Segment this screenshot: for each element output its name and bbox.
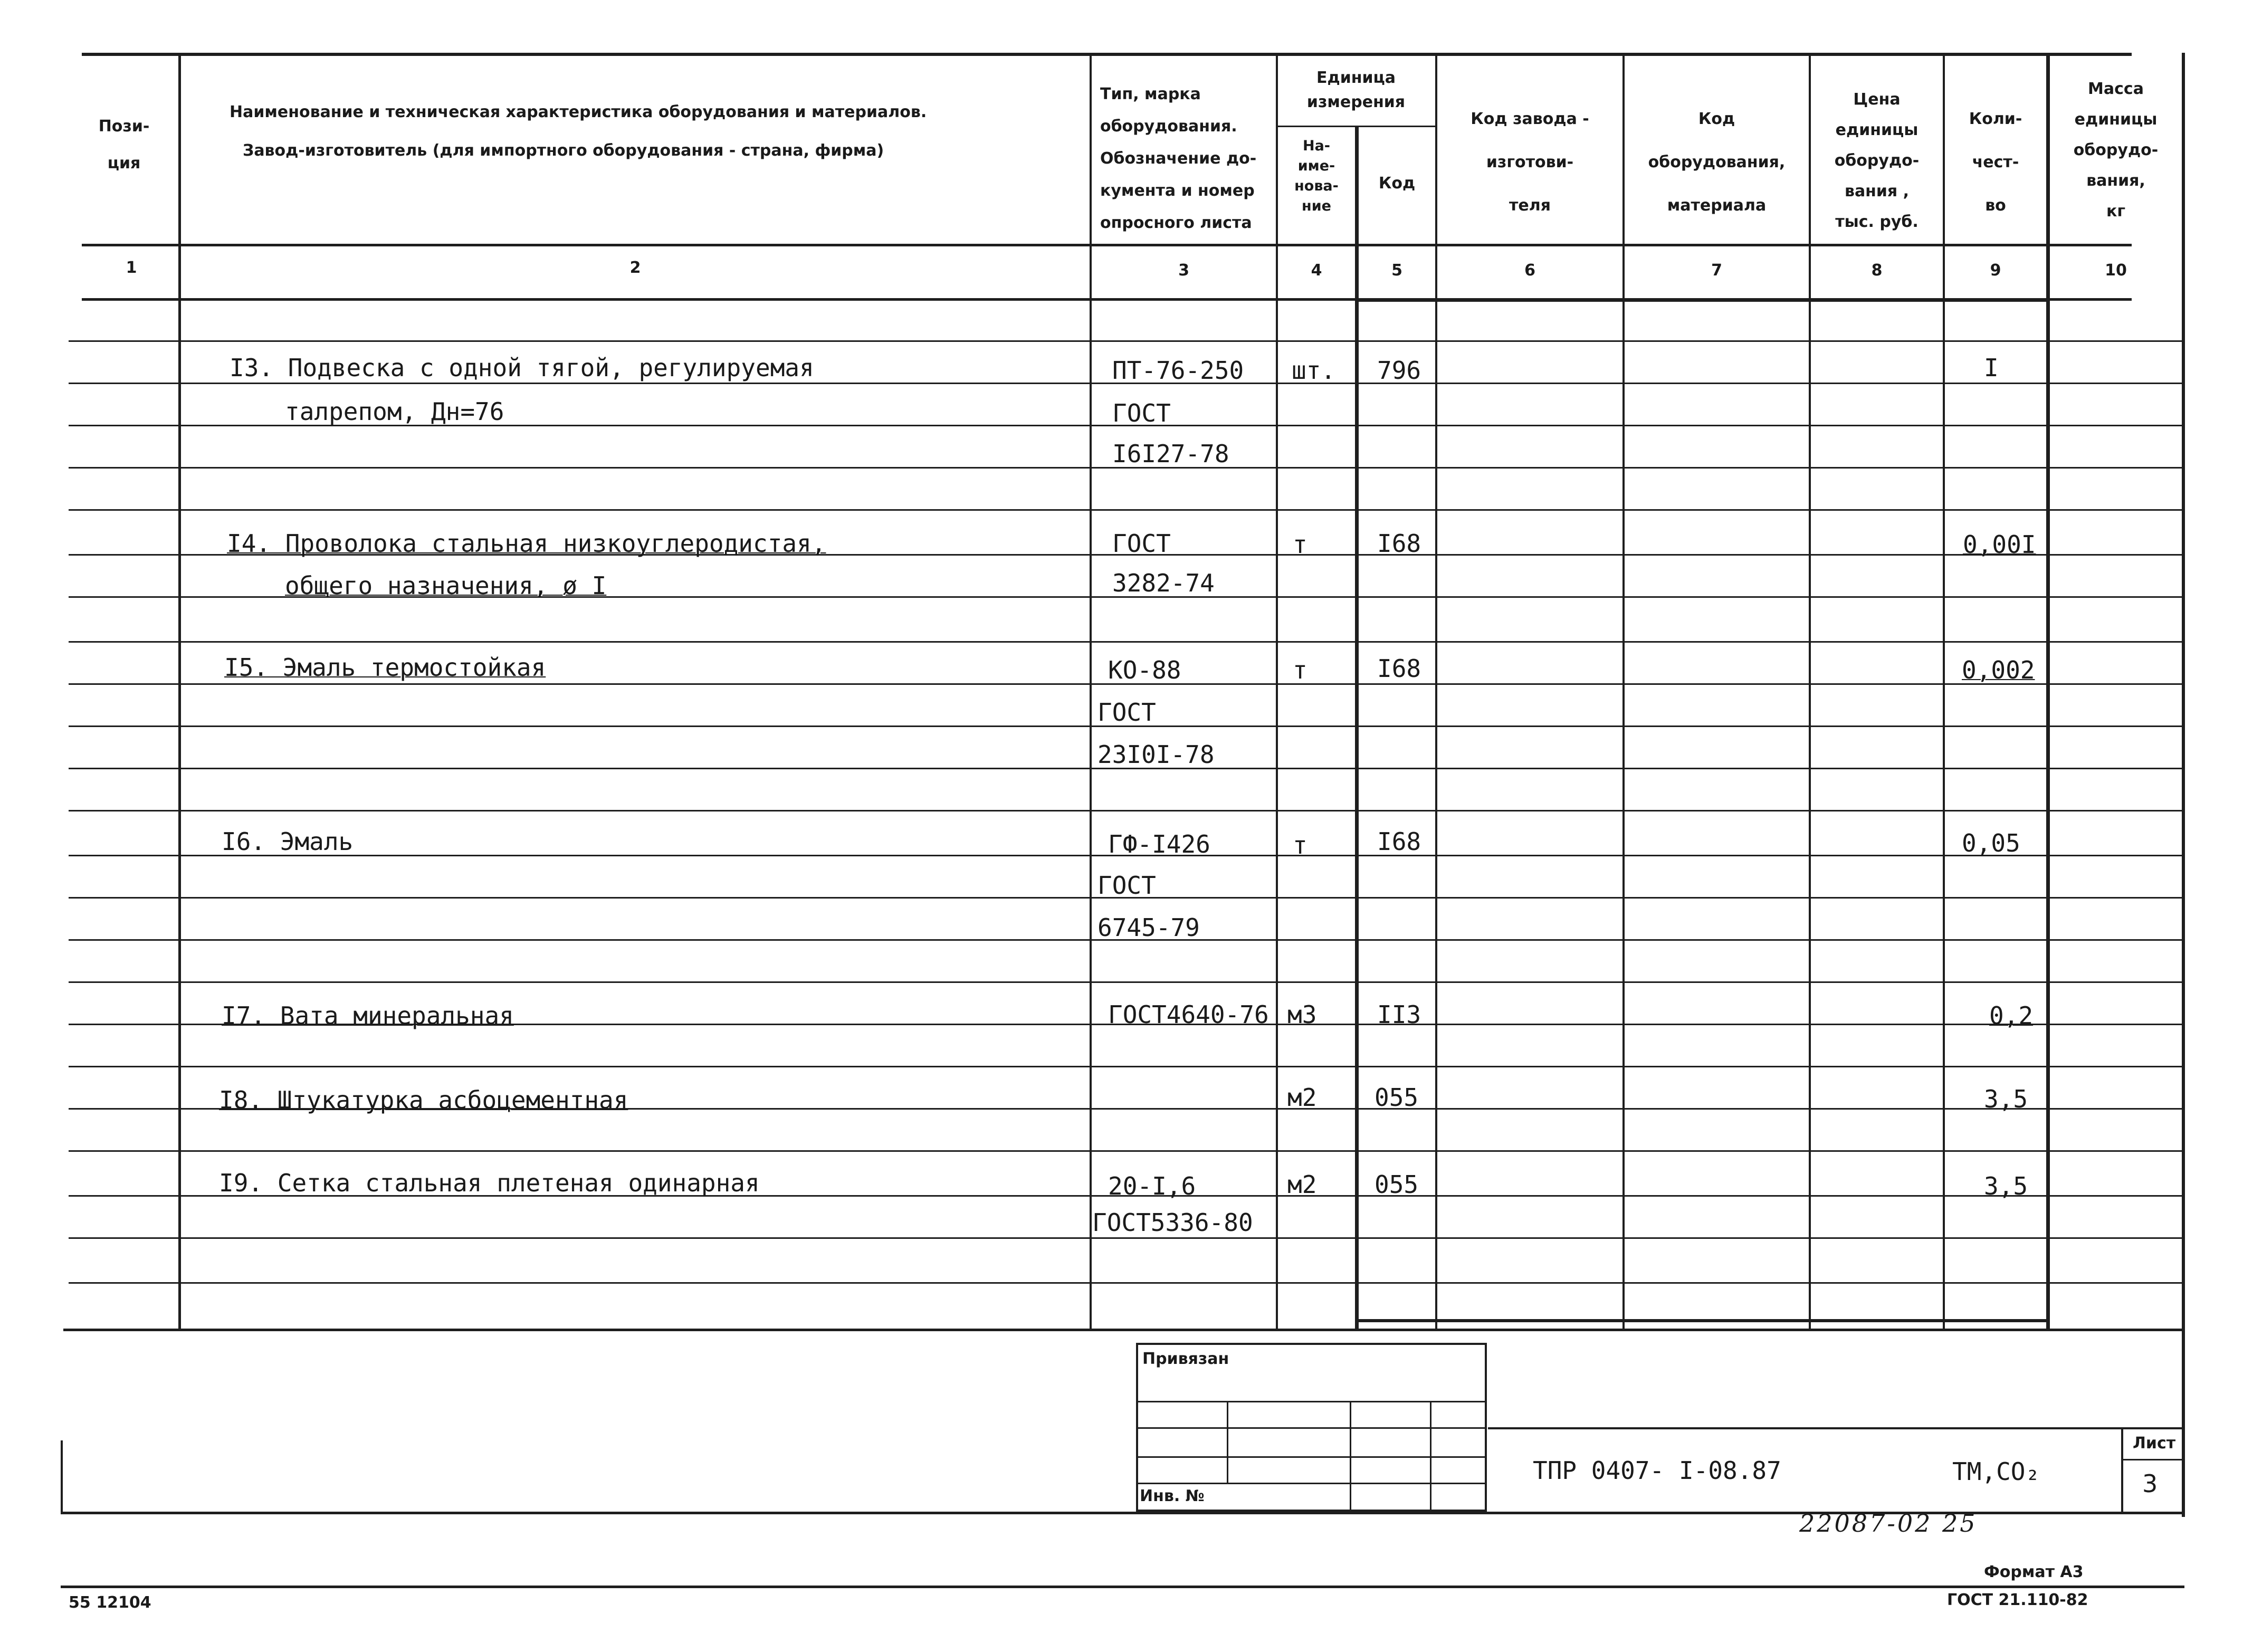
stamp-grid-h1	[1136, 1401, 1487, 1402]
stamp-left-line	[61, 1440, 63, 1514]
col2-header: Наименование и техническая характеристика оборудования и материалов. Завод-изготовитель (для импортного оборудования - страна, фирма)	[230, 103, 927, 160]
outer-bottom-line	[61, 1586, 2184, 1588]
stamp-grid-h4	[1136, 1483, 1487, 1484]
vline-4	[1355, 126, 1359, 1330]
item-name-line: I9. Сетка стальная плетеная одинарная	[219, 1169, 760, 1197]
footer-code: 55 12104	[69, 1593, 151, 1612]
row-separator	[69, 810, 2184, 811]
item-code: II3	[1377, 1000, 1421, 1029]
col7-header: Код оборудования, материала	[1648, 110, 1786, 215]
item-unit: т	[1293, 831, 1307, 860]
item-doc-line: КО-88	[1108, 656, 1181, 684]
row-separator	[69, 340, 2184, 342]
stamp-top-line	[1488, 1427, 2182, 1429]
item-qty: 0,00I	[1963, 530, 2036, 559]
item-code: I68	[1377, 529, 1421, 558]
item-doc-line: I6I27-78	[1112, 440, 1229, 468]
item-doc-line: ГОСТ	[1112, 399, 1171, 427]
colnum-1: 1	[126, 259, 137, 277]
stamp-grid-h3	[1136, 1456, 1487, 1458]
vline-6	[1622, 53, 1625, 1330]
col6-header: Код завода - изготови- теля	[1471, 110, 1589, 215]
row-separator	[69, 1282, 2184, 1284]
colnum-3: 3	[1178, 261, 1189, 280]
sheet-box-split	[2121, 1459, 2182, 1460]
vline-2	[1090, 53, 1092, 1330]
item-doc-line: ГОСТ	[1097, 698, 1156, 727]
colnum-6: 6	[1524, 261, 1535, 280]
item-unit: м2	[1287, 1170, 1317, 1199]
item-unit: т	[1293, 656, 1307, 684]
row-separator	[69, 1150, 2184, 1152]
item-doc-line: ГОСТ4640-76	[1108, 1000, 1269, 1029]
stamp-mark: ТМ,СО₂	[1952, 1457, 2040, 1486]
stamp-grid-v1	[1227, 1401, 1228, 1483]
item-doc-line: 6745-79	[1097, 913, 1200, 942]
sheet-number: 3	[2142, 1469, 2158, 1498]
item-name-line: общего назначения, ø I	[285, 571, 607, 600]
item-doc-line: 20-I,6	[1108, 1172, 1196, 1200]
item-unit: шт.	[1292, 356, 1336, 385]
vline-5	[1435, 53, 1437, 1330]
colnum-5: 5	[1391, 261, 1402, 280]
item-name-line: I7. Вата минеральная	[222, 1001, 514, 1030]
thick-frame-top	[1355, 298, 2050, 302]
thick-frame-bottom	[1355, 1319, 2050, 1322]
col1-header: Пози- ция	[98, 117, 150, 173]
row-separator	[69, 509, 2184, 511]
col4-header: На- име- нова- ние	[1294, 138, 1339, 214]
item-name-line: I3. Подвеска с одной тягой, регулируемая	[230, 354, 814, 382]
col8-header: Цена единицы оборудо- вания , тыс. руб.	[1834, 90, 1920, 231]
item-name-line: I4. Проволока стальная низкоуглеродистая,	[227, 529, 826, 558]
vline-7	[1809, 53, 1811, 1330]
sheet-label: Лист	[2133, 1434, 2176, 1453]
table-bottom-line	[63, 1329, 2184, 1331]
item-code: 055	[1375, 1170, 1419, 1199]
item-unit: м2	[1287, 1083, 1317, 1112]
colnum-10: 10	[2105, 261, 2127, 280]
stamp-grid-v3	[1430, 1401, 1431, 1512]
colnum-4: 4	[1311, 261, 1322, 280]
item-unit: т	[1293, 530, 1307, 559]
stamp-doc-code: ТПР 0407- I-08.87	[1533, 1456, 1781, 1485]
footer-format: Формат А3	[1984, 1563, 2084, 1581]
col5-header: Код	[1378, 174, 1416, 193]
item-doc-line: 3282-74	[1112, 569, 1215, 597]
item-doc-line: ГОСТ	[1112, 529, 1171, 558]
colnum-7: 7	[1711, 261, 1722, 280]
stamp-grid-h2	[1136, 1427, 1487, 1429]
item-qty: 0,002	[1962, 656, 2035, 684]
item-qty: 3,5	[1984, 1085, 2028, 1113]
item-code: I68	[1377, 827, 1421, 856]
item-qty: 3,5	[1984, 1172, 2028, 1200]
item-code: 796	[1377, 356, 1421, 385]
item-doc-line: ГОСТ	[1097, 871, 1156, 900]
stamp-grid-v2	[1350, 1401, 1351, 1512]
row-separator	[69, 981, 2184, 983]
item-doc-line: 23I0I-78	[1097, 740, 1215, 769]
row-separator	[69, 1066, 2184, 1067]
row-separator	[69, 641, 2184, 643]
item-doc-line: ГОСТ5336-80	[1092, 1208, 1253, 1237]
header-bottom-line	[82, 244, 2132, 246]
table-top-line	[82, 53, 2132, 56]
item-unit: м3	[1287, 1000, 1317, 1029]
unit-group-header: Единица измерения	[1306, 69, 1406, 111]
stamp-inv-label: Инв. №	[1140, 1487, 1205, 1505]
item-name-line: I8. Штукатурка асбоцементная	[219, 1086, 628, 1114]
col3-header: Тип, марка оборудования. Обозначение до- кумента и номер опросного листа	[1100, 85, 1257, 232]
vline-3	[1276, 53, 1278, 1330]
colnum-2: 2	[629, 259, 641, 277]
handwritten-number: 22087-02 25	[1799, 1509, 1978, 1538]
item-code: 055	[1375, 1083, 1419, 1112]
item-qty: 0,05	[1962, 829, 2020, 857]
item-qty: I	[1984, 354, 1999, 382]
item-doc-line: ГФ-I426	[1108, 830, 1210, 858]
item-name-line: I5. Эмаль термостойкая	[224, 653, 546, 682]
item-name-line: I6. Эмаль	[222, 827, 354, 856]
item-qty: 0,2	[1989, 1001, 2034, 1030]
vline-1	[178, 53, 181, 1330]
col10-header: Масса единицы оборудо- вания, кг	[2073, 80, 2159, 221]
colnum-8: 8	[1871, 261, 1883, 280]
item-name-line: талрепом, Дн=76	[285, 397, 504, 426]
item-doc-line: ПТ-76-250	[1112, 356, 1244, 385]
vline-10	[2182, 53, 2185, 1517]
footer-gost: ГОСТ 21.110-82	[1947, 1591, 2088, 1609]
vline-8	[1943, 53, 1945, 1330]
stamp-bound-label: Привязан	[1142, 1350, 1229, 1368]
vline-9	[2046, 53, 2050, 1330]
colnum-9: 9	[1990, 261, 2001, 280]
item-code: I68	[1377, 654, 1421, 683]
col9-header: Коли- чест- во	[1969, 110, 2022, 215]
